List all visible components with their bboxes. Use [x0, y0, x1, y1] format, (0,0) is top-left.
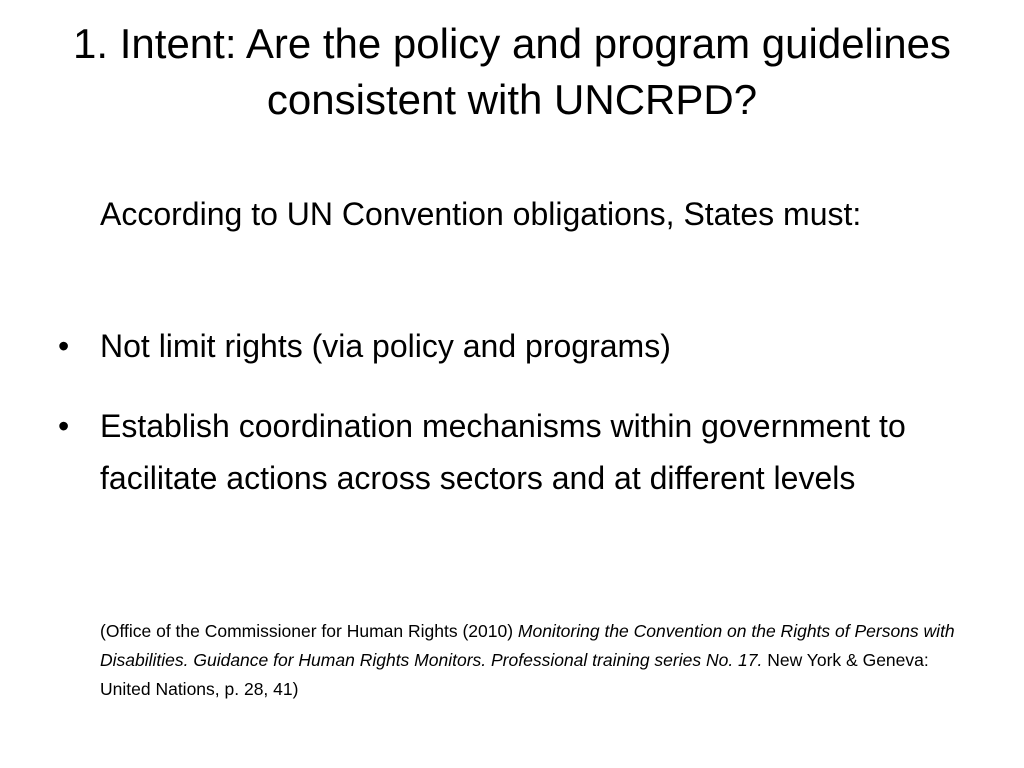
- bullet-item: [58, 320, 938, 372]
- citation-suffix: New York & Geneva: United Nations, p. 28, 41): [100, 650, 929, 699]
- bullet-icon: •: [58, 408, 70, 444]
- citation: [100, 617, 970, 704]
- bullet-text: Establish coordination mechanisms within government to facilitate actions across sectors and at different levels: [100, 408, 906, 496]
- citation-prefix: (Office of the Commissioner for Human Rights (2010): [100, 621, 518, 641]
- bullet-text: Not limit rights (via policy and programs): [100, 328, 671, 364]
- bullet-icon: •: [58, 328, 70, 364]
- intro-text: According to UN Convention obligations, States must:: [100, 196, 862, 232]
- slide-title: 1. Intent: Are the policy and program guidelines consistent with UNCRPD?: [73, 20, 951, 123]
- citation-title: Monitoring the Convention on the Rights of Persons with Disabilities. Guidance for Human Rights Monitors. Professional training series No. 17.: [100, 621, 955, 670]
- bullet-item: [58, 400, 938, 504]
